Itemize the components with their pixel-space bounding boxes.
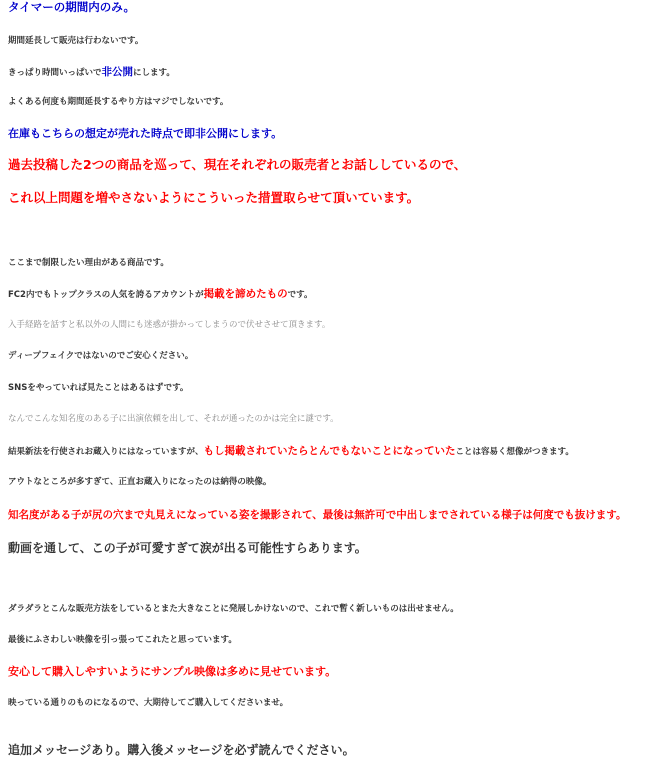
text-line: 最後にふさわしい映像を引っ張ってこれたと思っています。: [8, 635, 237, 645]
text-line: ここまで制限したい理由がある商品です。: [8, 258, 169, 268]
muted-line: 入手経路を話すと私以外の人間にも迷惑が掛かってしまうので伏せさせて頂きます。: [8, 320, 331, 330]
closing-notice: 追加メッセージあり。購入後メッセージを必ず読んでください。: [8, 743, 355, 757]
text-segment: です。: [287, 290, 313, 300]
text-line: ダラダラとこんな販売方法をしているとまた大きなことに発展しかけないので、これで暫く新しいものは出せません。: [8, 604, 459, 614]
highlight-blue: 非公開: [101, 66, 134, 78]
emphasis-line: 動画を通して、この子が可愛すぎて涙が出る可能性すらあります。: [8, 541, 367, 555]
text-segment: きっぱり時間いっぱいで: [8, 68, 102, 78]
stock-notice: 在庫もこちらの想定が売れた時点で即非公開にします。: [8, 127, 283, 140]
text-line: 期間延長して販売は行わないです。: [8, 36, 144, 46]
highlight-red: 掲載を諦めたもの: [203, 288, 288, 300]
text-line: ディープフェイクではないのでご安心ください。: [8, 351, 194, 361]
text-segment: ことは容易く想像がつきます。: [455, 447, 574, 457]
highlight-red: もし掲載されていたらとんでもないことになっていた: [203, 445, 456, 457]
text-segment: 結果新法を行使されお蔵入りにはなっていますが、: [8, 447, 204, 457]
text-line: アウトなところが多すぎて、正直お蔵入りになったのは納得の映像。: [8, 477, 272, 487]
warning-line: 知名度がある子が尻の穴まで丸見えになっている姿を撮影されて、最後は無許可で中出しまでされている様子は何度でも抜けます。: [8, 509, 627, 521]
text-segment: FC2内でもトップクラスの人気を誇るアカウントが: [8, 290, 204, 300]
text-line: SNSをやっていれば見たことはあるはずです。: [8, 383, 189, 393]
text-segment: にします。: [133, 68, 175, 78]
text-line: よくある何度も期間延長するやり方はマジでしないです。: [8, 97, 229, 107]
text-line: [8, 67, 175, 78]
text-line: 映っている通りのものになるので、大期待してご購入してくださいませ。: [8, 698, 289, 708]
timer-notice: タイマーの期間内のみ。: [8, 0, 135, 14]
warning-line: 安心して購入しやすいようにサンプル映像は多めに見せています。: [8, 665, 337, 678]
text-line: [8, 289, 312, 300]
warning-line: これ以上問題を増やさないようにこういった措置取らせて頂いています。: [8, 190, 420, 205]
muted-line: なんでこんな知名度のある子に出演依頼を出して、それが通ったのかは完全に謎です。: [8, 414, 339, 424]
warning-line: 過去投稿した2つの商品を巡って、現在それぞれの販売者とお話ししているので、: [8, 157, 467, 172]
text-line: [8, 446, 574, 457]
